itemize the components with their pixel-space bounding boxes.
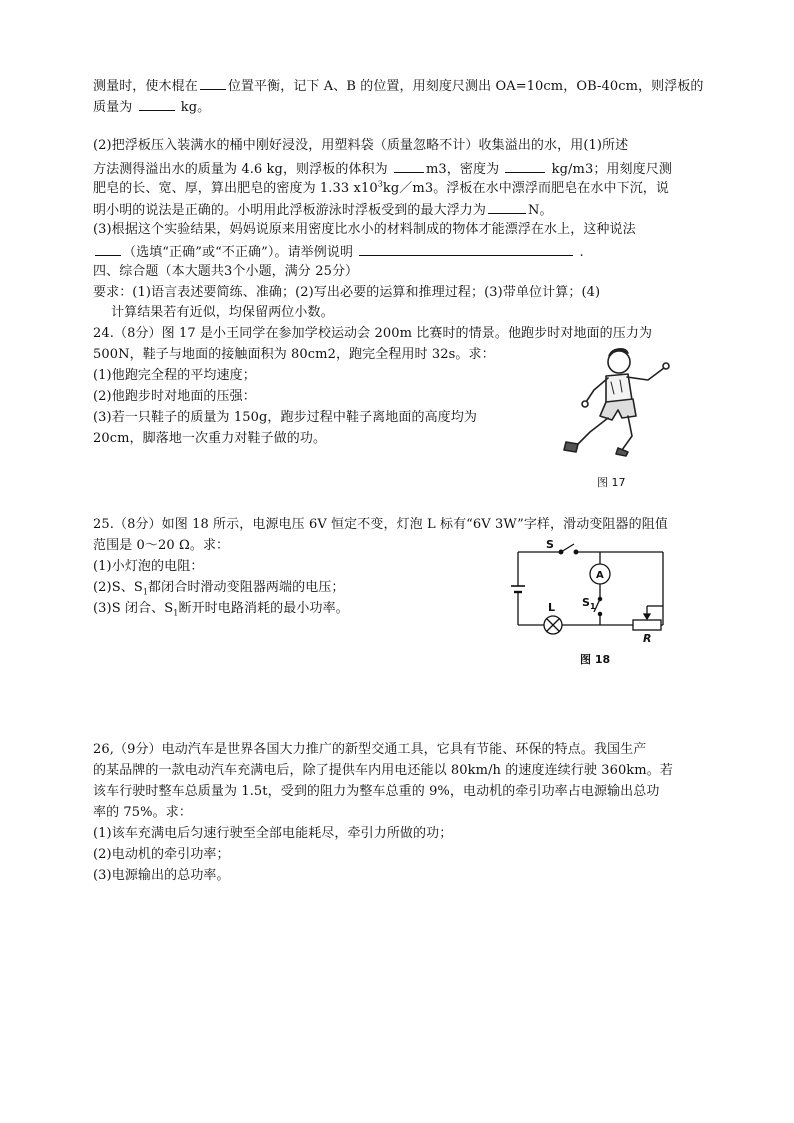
answer-blank[interactable]	[505, 159, 545, 173]
q24-sub-2: (2)他跑步时对地面的压强：	[93, 389, 256, 404]
answer-blank[interactable]	[394, 159, 424, 173]
answer-blank[interactable]	[359, 242, 573, 256]
q23-part2-line-1: (2)把浮板压入装满水的桶中刚好浸没，用塑料袋（质量忽略不计）收集溢出的水，用(1)所述	[93, 138, 629, 153]
resistor-label: R	[643, 632, 652, 642]
answer-blank[interactable]	[488, 200, 526, 214]
figure-18-caption: 图 18	[580, 653, 611, 666]
q25-sub-3: (3)S 闭合、$S_1$断开时电路消耗的最小功率。	[93, 601, 349, 618]
requirements-line-1: 要求：(1)语言表述要简练、准确；(2)写出必要的运算和推理过程；(3)带单位计算；(4)	[93, 285, 601, 300]
q23-part2-line-2: 方法测得溢出水的质量为 4.6 kg，则浮板的体积为 m3，密度为 kg/m3；用刻度尺测	[93, 159, 672, 178]
q23-part3-line-1: (3)根据这个实验结果，妈妈说原来用密度比水小的材料制成的物体才能漂浮在水上，这种说法	[93, 222, 636, 237]
q23-part2-line-4: 明小明的说法是正确的。小明用此浮板游泳时浮板受到的最大浮力为 N。	[93, 200, 553, 219]
q26-line-1: 26,（9分）电动汽车是世界各国大力推广的新型交通工具，它具有节能、环保的特点。我国生产	[93, 742, 647, 757]
answer-blank[interactable]	[95, 242, 121, 256]
q26-line-3: 该车行驶时整车总质量为 1.5t，受到的阻力为整车总重的 9%，电动机的牵引功率占电源输出总功	[93, 784, 660, 799]
circuit-diagram	[508, 532, 678, 642]
lamp-label: L	[548, 601, 556, 614]
q24-sub-3: (3)若一只鞋子的质量为 150g，跑步过程中鞋子离地面的高度均为	[93, 410, 477, 425]
switch-s-label: S	[546, 538, 554, 551]
requirements-line-2: 计算结果若有近似，均保留两位小数。	[111, 305, 334, 320]
q24-line-1: 24.（8分）图 17 是小王同学在参加学校运动会 200m 比赛时的情景。他跑步时对地面的压力为	[93, 326, 653, 341]
q24-line-2: 500N，鞋子与地面的接触面积为 80cm2，跑完全程用时 32s。求：	[93, 347, 495, 362]
q26-sub-1: (1)该车充满电后匀速行驶至全部电能耗尽，牵引力所做的功；	[93, 826, 453, 841]
switch-s	[561, 544, 574, 552]
q23-part3-line-2: （选填“正确”或“不正确”）。请举例说明 .	[93, 242, 584, 261]
q24-sub-1: (1)他跑完全程的平均速度；	[93, 368, 256, 383]
q26-line-2: 的某品牌的一款电动汽车充满电后，除了提供车内用电还能以 80km/h 的速度连续行驶 360km。若	[93, 763, 673, 778]
answer-blank[interactable]	[200, 76, 226, 90]
q23-part2-line-3: 肥皂的长、宽、厚，算出肥皂的密度为 1.33 $x10^3kg/m3$。浮板在水中漂浮而肥皂在水中下沉，说	[93, 179, 669, 196]
q25-line-1: 25.（8分）如图 18 所示，电源电压 6V 恒定不变，灯泡 L 标有“6V 3W”字样，滑动变阻器的阻值	[93, 517, 668, 532]
q25-line-2: 范围是 0～20 Ω。求：	[93, 538, 230, 553]
figure-17-caption: 图 17	[597, 476, 626, 489]
runner-figure	[556, 344, 674, 468]
q26-sub-2: (2)电动机的牵引功率；	[93, 847, 230, 862]
section-heading: 四、综合题（本大题共3个小题，满分 25分）	[93, 264, 359, 279]
q23-line-2: 质量为 kg。	[93, 97, 210, 116]
ammeter-label: A	[596, 570, 604, 581]
q25-sub-1: (1)小灯泡的电阻：	[93, 559, 204, 574]
q25-sub-2: (2)S、$S_1$都闭合时滑动变阻器两端的电压；	[93, 580, 345, 597]
q24-sub-3-cont: 20cm，脚落地一次重力对鞋子做的功。	[93, 431, 327, 446]
answer-blank[interactable]	[139, 97, 175, 111]
q23-line-1: 测量时，使木棍在 位置平衡，记下 A、B 的位置，用刻度尺测出 OA=10cm，OB-40cm，则浮板的	[93, 76, 704, 95]
switch-s1-label: $S_1$	[582, 596, 596, 611]
q26-line-4: 率的 75%。求：	[93, 805, 192, 820]
q26-sub-3: (3)电源输出的总功率。	[93, 868, 230, 883]
